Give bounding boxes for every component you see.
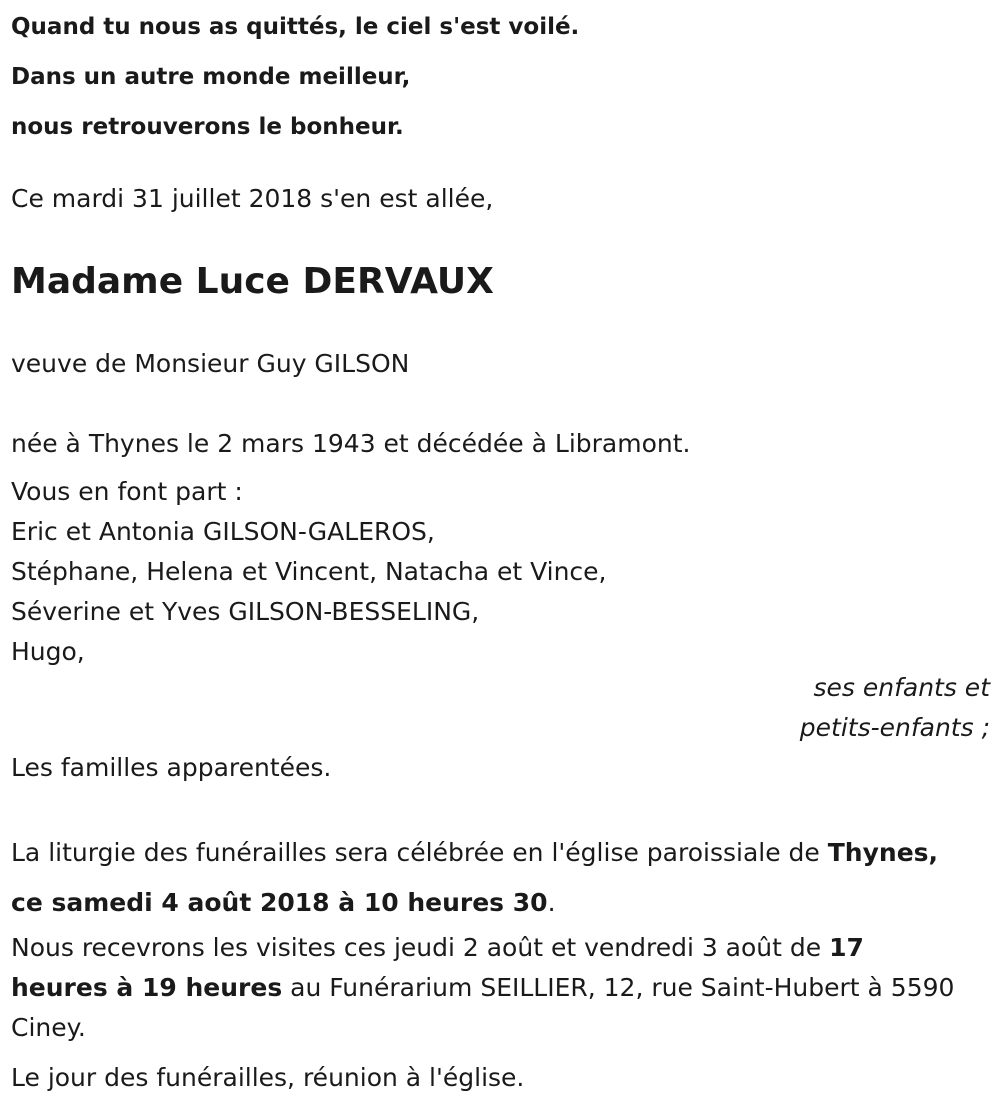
poem [11, 0, 990, 152]
liturgy-date: ce samedi 4 août 2018 à 10 heures 30 [11, 888, 548, 917]
visits-line-2 [11, 968, 990, 1008]
family-line: Hugo, [11, 637, 85, 666]
family-line: Eric et Antonia GILSON-GALEROS, [11, 517, 435, 546]
poem-line-3: nous retrouverons le bonheur. [11, 114, 404, 140]
birth-death-info: née à Thynes le 2 mars 1943 et décédée à Libramont. [11, 429, 691, 458]
visits-line-1 [11, 928, 990, 968]
gathering-info: Le jour des funérailles, réunion à l'église. [11, 1063, 525, 1092]
family-line: Séverine et Yves GILSON-BESSELING, [11, 597, 480, 626]
visits-text-1: Nous recevrons les visites ces jeudi 2 août et vendredi 3 août de [11, 933, 830, 962]
liturgy-date-end: . [547, 888, 556, 917]
visits-text-2: au Funérarium SEILLIER, 12, rue Saint-Hubert à 5590 [282, 973, 955, 1002]
relation-label: petits-enfants ; [799, 713, 990, 742]
relation-label: ses enfants et [813, 673, 990, 702]
announcement-lead: Vous en font part : [11, 477, 243, 506]
visits-hours: heures à 19 heures [11, 973, 283, 1002]
poem-line-2: Dans un autre monde meilleur, [11, 64, 411, 90]
visits-hours-start: 17 [829, 933, 864, 962]
family-announcement [11, 472, 990, 788]
family-line: Stéphane, Helena et Vincent, Natacha et Vince, [11, 557, 607, 586]
widow-of: veuve de Monsieur Guy GILSON [11, 349, 410, 378]
death-intro: Ce mardi 31 juillet 2018 s'en est allée, [11, 184, 494, 213]
visits-info [11, 928, 990, 1048]
liturgy-place: Thynes, [827, 838, 939, 867]
liturgy-text: La liturgie des funérailles sera célébrée en l'église paroissiale de [11, 838, 828, 867]
deceased-name: Madame Luce DERVAUX [11, 261, 494, 302]
funeral-liturgy [11, 828, 990, 928]
poem-line-1: Quand tu nous as quittés, le ciel s'est voilé. [11, 14, 580, 40]
visits-text-3: Ciney. [11, 1013, 86, 1042]
related-families: Les familles apparentées. [11, 753, 332, 782]
obituary-notice [11, 0, 990, 1098]
